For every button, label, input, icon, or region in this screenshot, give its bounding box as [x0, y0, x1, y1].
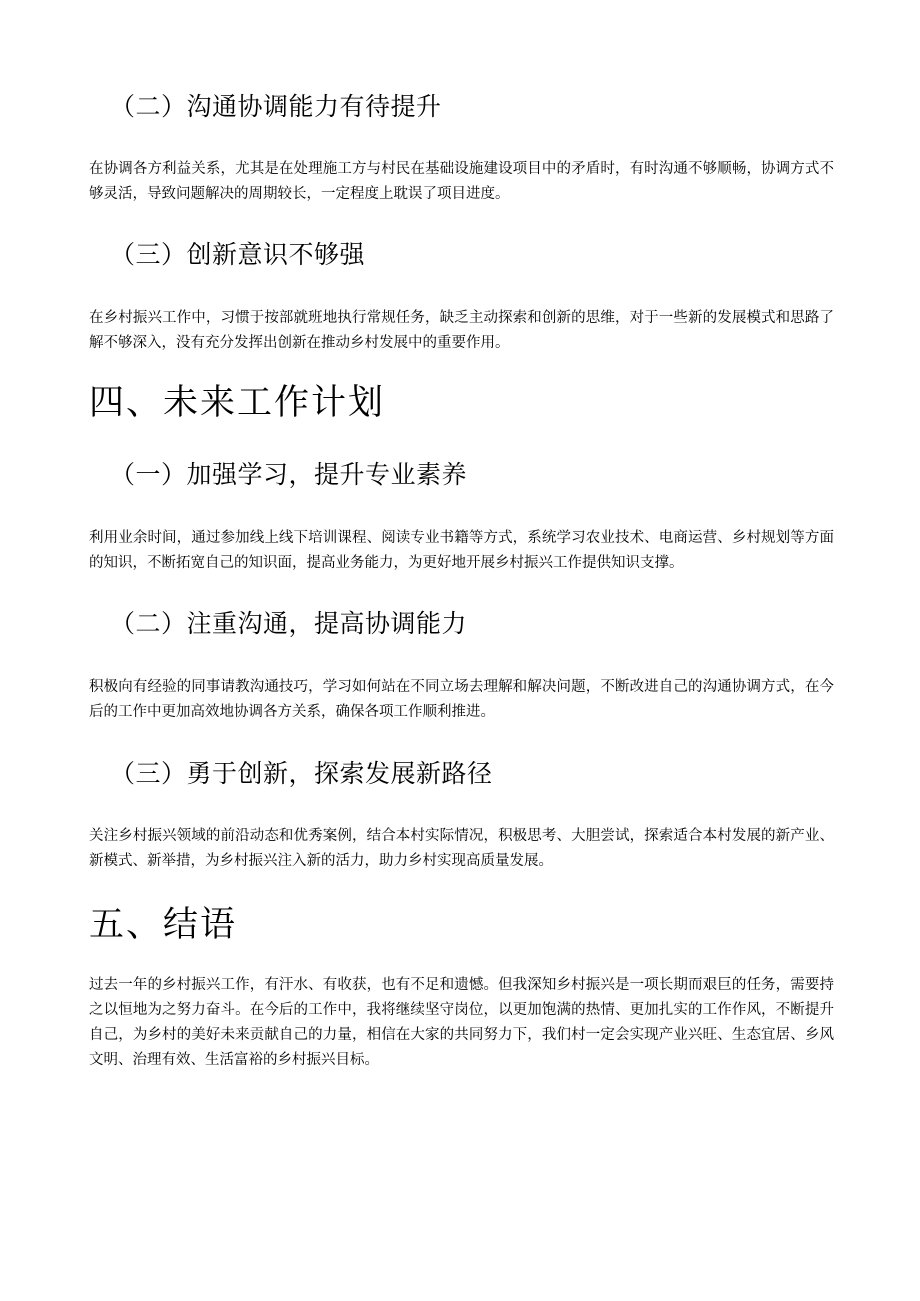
subsection-title-innovation-plan: （三）勇于创新，探索发展新路径	[110, 759, 493, 788]
paragraph-innovation-weakness: 在乡村振兴工作中，习惯于按部就班地执行常规任务，缺乏主动探索和创新的思维，对于一些新的发展模式和思路了解不够深入，没有充分发挥出创新在推动乡村发展中的重要作用。	[89, 310, 834, 351]
paragraph-communication-weakness: 在协调各方利益关系，尤其是在处理施工方与村民在基础设施建设项目中的矛盾时，有时沟通不够顺畅，协调方式不够灵活，导致问题解决的周期较长，一定程度上耽误了项目进度。	[89, 161, 834, 202]
subsection-title-learning: （一）加强学习，提升专业素养	[110, 460, 468, 489]
section-title-conclusion: 五、结语	[89, 905, 238, 945]
subsection-title-innovation-weakness: （三）创新意识不够强	[110, 240, 366, 269]
paragraph-communication-plan: 积极向有经验的同事请教沟通技巧，学习如何站在不同立场去理解和解决问题，不断改进自己的沟通协调方式，在今后的工作中更加高效地协调各方关系，确保各项工作顺利推进。	[89, 679, 834, 720]
subsection-title-communication-weakness: （二）沟通协调能力有待提升	[110, 92, 442, 121]
paragraph-innovation-plan: 关注乡村振兴领域的前沿动态和优秀案例，结合本村实际情况，积极思考、大胆尝试，探索适合本村发展的新产业、新模式、新举措，为乡村振兴注入新的活力，助力乡村实现高质量发展。	[89, 828, 834, 869]
paragraph-learning: 利用业余时间，通过参加线上线下培训课程、阅读专业书籍等方式，系统学习农业技术、电商运营、乡村规划等方面的知识，不断拓宽自己的知识面，提高业务能力，为更好地开展乡村振兴工作提供知识支撑。	[89, 530, 834, 571]
subsection-title-communication-plan: （二）注重沟通，提高协调能力	[110, 609, 468, 638]
section-title-future-plan: 四、未来工作计划	[89, 383, 386, 423]
paragraph-conclusion: 过去一年的乡村振兴工作，有汗水、有收获，也有不足和遗憾。但我深知乡村振兴是一项长期而艰巨的任务，需要持之以恒地为之努力奋斗。在今后的工作中，我将继续坚守岗位，以更加饱满的热情、更加扎实的工作作风，不断提升自己，为乡村的美好未来贡献自己的力量，相信在大家的共同努力下，我们村一定会实现产业兴旺、生态宜居、乡风文明、治理有效、生活富裕的乡村振兴目标。	[89, 977, 834, 1068]
